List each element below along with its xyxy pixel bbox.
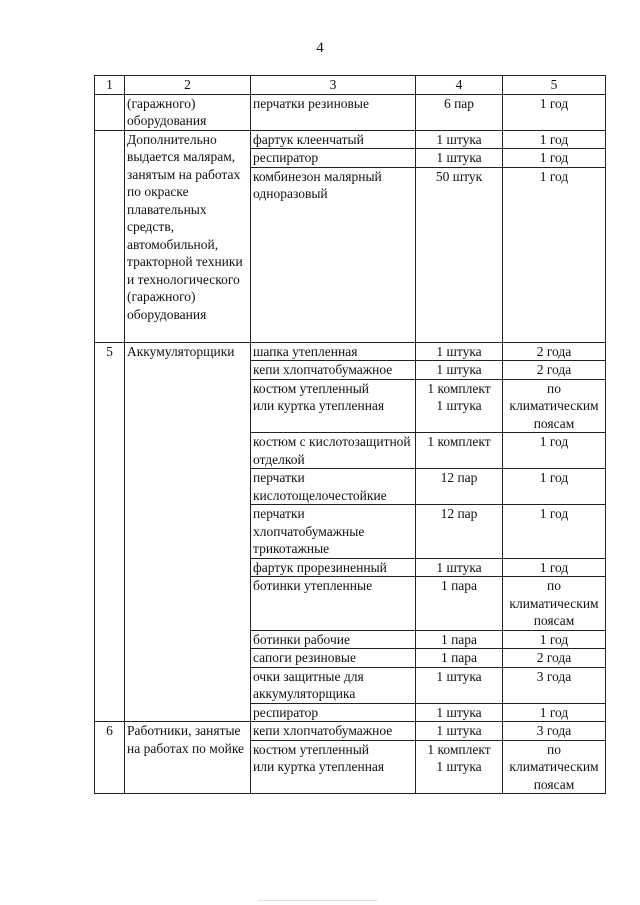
term-cell: по климатическим поясам: [503, 379, 606, 433]
quantity-cell: 1 штука: [416, 722, 503, 741]
number-cell: [95, 130, 125, 342]
quantity-cell: 1 штука: [416, 342, 503, 361]
quantity-cell: [416, 379, 503, 433]
item-cell: кепи хлопчатобумажное: [251, 722, 416, 741]
item-cell: респиратор: [251, 149, 416, 168]
term-cell: 3 года: [503, 667, 606, 703]
quantity-cell: 1 пара: [416, 649, 503, 668]
item-cell: перчатки хлопчатобумажные трикотажные: [251, 505, 416, 559]
quantity-cell: 1 комплект: [416, 433, 503, 469]
term-cell: по климатическим поясам: [503, 740, 606, 794]
header-cell: 1: [95, 76, 125, 95]
quantity-cell: 1 штука: [416, 667, 503, 703]
number-cell: 6: [95, 722, 125, 794]
item-cell: ботинки утепленные: [251, 577, 416, 631]
ppe-norms-table: [94, 75, 606, 794]
item-line: костюм утепленный: [253, 380, 370, 396]
quantity-cell: 1 штука: [416, 703, 503, 722]
term-cell: 1 год: [503, 167, 606, 342]
quantity-line: 1 комплект: [427, 380, 491, 396]
header-cell: 5: [503, 76, 606, 95]
item-cell: кепи хлопчатобумажное: [251, 361, 416, 380]
page-number: 4: [316, 40, 324, 56]
term-cell: 2 года: [503, 361, 606, 380]
quantity-cell: [416, 740, 503, 794]
header-cell: 4: [416, 76, 503, 95]
term-cell: 1 год: [503, 558, 606, 577]
item-cell: респиратор: [251, 703, 416, 722]
item-cell: ботинки рабочие: [251, 630, 416, 649]
item-cell: [251, 379, 416, 433]
quantity-cell: 12 пар: [416, 469, 503, 505]
quantity-cell: 6 пар: [416, 94, 503, 130]
term-cell: 1 год: [503, 149, 606, 168]
item-cell: [251, 740, 416, 794]
term-cell: 1 год: [503, 505, 606, 559]
term-cell: 1 год: [503, 469, 606, 505]
term-cell: 3 года: [503, 722, 606, 741]
item-line: или куртка утепленная: [253, 759, 385, 774]
profession-cell: (гаражного) оборудования: [125, 94, 251, 130]
table-row: [95, 342, 606, 361]
item-cell: комбинезон малярный одноразовый: [251, 167, 416, 342]
item-cell: очки защитные для аккумуляторщика: [251, 667, 416, 703]
table-row: [95, 722, 606, 741]
item-line: костюм утепленный: [253, 741, 370, 757]
item-cell: сапоги резиновые: [251, 649, 416, 668]
quantity-cell: 1 штука: [416, 130, 503, 149]
quantity-line: 1 штука: [436, 759, 482, 774]
quantity-line: 1 штука: [436, 398, 482, 413]
number-cell: 5: [95, 342, 125, 722]
item-cell: перчатки кислотощелочестойкие: [251, 469, 416, 505]
term-cell: 1 год: [503, 703, 606, 722]
quantity-cell: 50 штук: [416, 167, 503, 342]
table-row: [95, 130, 606, 149]
quantity-cell: 1 штука: [416, 149, 503, 168]
profession-cell: Работники, занятые на работах по мойке: [125, 722, 251, 794]
quantity-cell: 1 штука: [416, 558, 503, 577]
profession-cell: Аккумуляторщики: [125, 342, 251, 722]
header-cell: 2: [125, 76, 251, 95]
quantity-line: 1 комплект: [427, 741, 491, 757]
item-cell: фартук клеенчатый: [251, 130, 416, 149]
profession-cell: Дополнительно выдается малярам, занятым на работах по окраске плавательных средств, автомобильной, тракторной техники и технологического (гаражного) оборудования: [125, 130, 251, 342]
item-cell: перчатки резиновые: [251, 94, 416, 130]
term-cell: 1 год: [503, 630, 606, 649]
term-cell: 1 год: [503, 94, 606, 130]
term-cell: по климатическим поясам: [503, 577, 606, 631]
item-cell: шапка утепленная: [251, 342, 416, 361]
scan-artifact-line: [258, 900, 378, 901]
quantity-cell: 1 штука: [416, 361, 503, 380]
term-cell: 1 год: [503, 130, 606, 149]
quantity-cell: 1 пара: [416, 577, 503, 631]
quantity-cell: 12 пар: [416, 505, 503, 559]
term-cell: 2 года: [503, 649, 606, 668]
table-row: [95, 94, 606, 130]
term-cell: 2 года: [503, 342, 606, 361]
header-cell: 3: [251, 76, 416, 95]
table-header-row: [95, 76, 606, 95]
quantity-cell: 1 пара: [416, 630, 503, 649]
item-cell: костюм с кислотозащитной отделкой: [251, 433, 416, 469]
number-cell: [95, 94, 125, 130]
item-cell: фартук прорезиненный: [251, 558, 416, 577]
item-line: или куртка утепленная: [253, 398, 385, 413]
term-cell: 1 год: [503, 433, 606, 469]
